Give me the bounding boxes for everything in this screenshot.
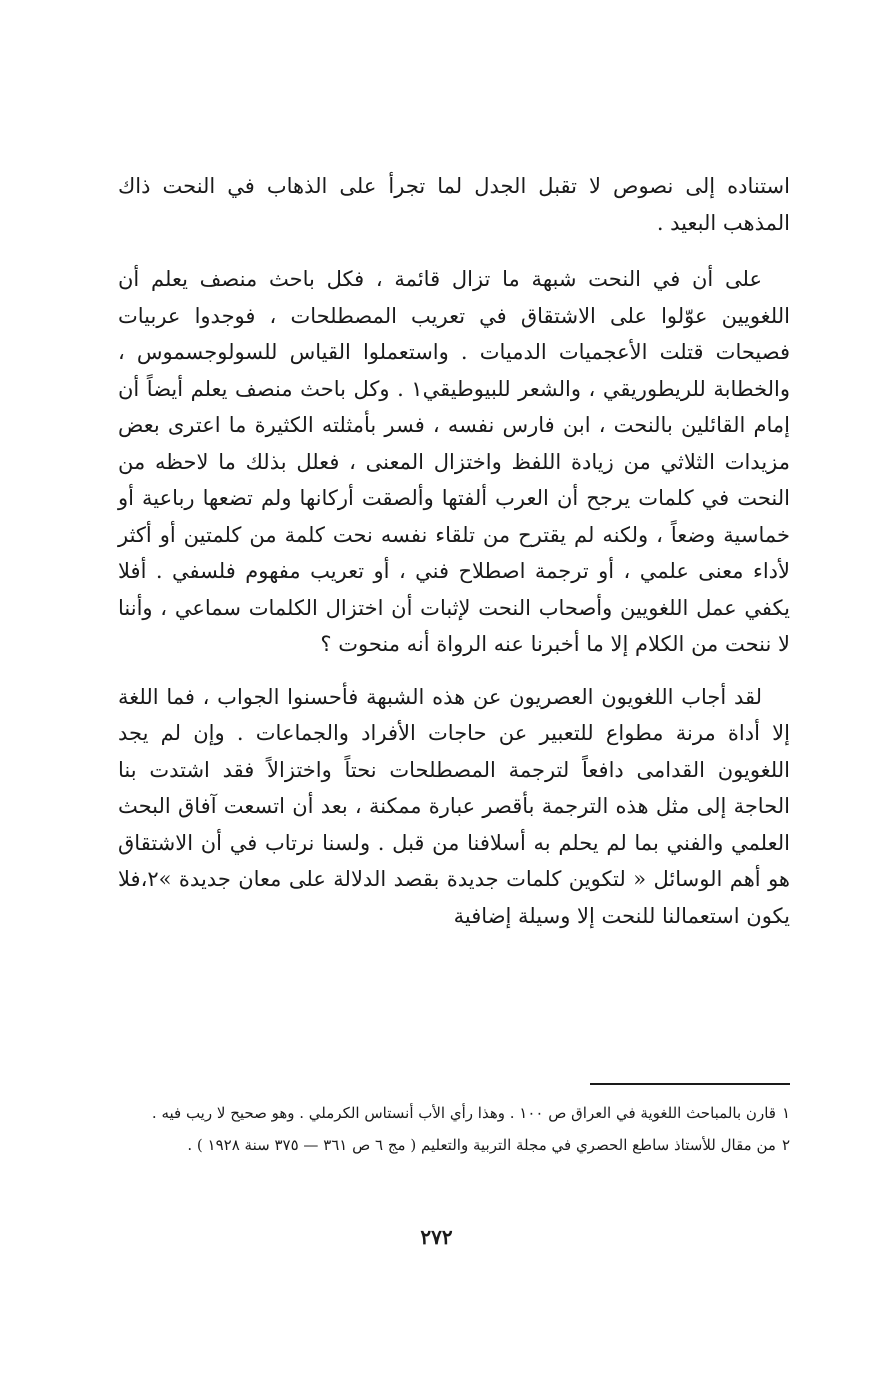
footnotes (118, 1100, 790, 1164)
paragraph-continuation: استناده إلى نصوص لا تقبل الجدل لما تجرأ على الذهاب في النحت ذاك المذهب البعيد . (118, 174, 790, 235)
footnote-divider (590, 1083, 790, 1085)
page-body (118, 168, 790, 934)
paragraph-modern-linguists: لقد أجاب اللغويون العصريون عن هذه الشبهة فأحسنوا الجواب ، فما اللغة إلا أداة مرنة مطواع للتعبير عن حاجات الأفراد والجماعات . وإن لم يجد اللغويون القدامى دافعاً لترجمة المصطلحات نحتاً واختزالاً فقد اشتدت بنا الحاجة إلى مثل هذه الترجمة بأقصر عبارة ممكنة ، بعد أن اتسعت آفاق البحث العلمي والفني بما لم يحلم به أسلافنا من قبل . ولسنا نرتاب في أن الاشتقاق هو أهم الوسائل « لتكوين كلمات جديدة بقصد الدلالة على معان جديدة »٢،فلا يكون استعمالنا للنحت إلا وسيلة إضافية (118, 684, 790, 928)
footnote-text: من مقال للأستاذ ساطع الحصري في مجلة التربية والتعليم ( مج ٦ ص ٣٦١ — ٣٧٥ سنة ١٩٢٨ ) . (187, 1136, 776, 1154)
page-number: ٢٧٢ (420, 1225, 453, 1249)
paragraph-nahth-doubt: على أن في النحت شبهة ما تزال قائمة ، فكل باحث منصف يعلم أن اللغويين عوّلوا على الاشتقاق في تعريب المصطلحات ، فوجدوا عربيات فصيحات قتلت الأعجميات الدميات . واستعملوا القياس للسولوجسموس ، والخطابة للريطوريقي ، والشعر للبيوطيقي١ . وكل باحث منصف يعلم أيضاً أن إمام القائلين بالنحت ، ابن فارس نفسه ، فسر بأمثلته الكثيرة ما اعترى بعض مزيدات الثلاثي من زيادة اللفظ واختزال المعنى ، فعلل بذلك ما لاحظه من النحت في كلمات يرجح أن العرب ألفتها وألصقت أركانها ولم تضعها رباعية أو خماسية وضعاً ، ولكنه لم يقترح من تلقاء نفسه نحت كلمة من كلمتين أو أكثر لأداء معنى علمي ، أو ترجمة اصطلاح فني ، أو تعريب مفهوم فلسفي . أفلا يكفي عمل اللغويين وأصحاب النحت لإثبات أن اختزال الكلمات سماعي ، وأننا لا ننحت من الكلام إلا ما أخبرنا عنه الرواة أنه منحوت ؟ (118, 267, 790, 656)
footnote-1 (118, 1100, 790, 1126)
footnote-text: قارن بالمباحث اللغوية في العراق ص ١٠٠ . وهذا رأي الأب أنستاس الكرملي . وهو صحيح لا ريب فيه . (151, 1104, 776, 1122)
footnote-number: ١ (781, 1104, 790, 1122)
footnote-2 (118, 1132, 790, 1158)
footnote-number: ٢ (781, 1136, 790, 1154)
